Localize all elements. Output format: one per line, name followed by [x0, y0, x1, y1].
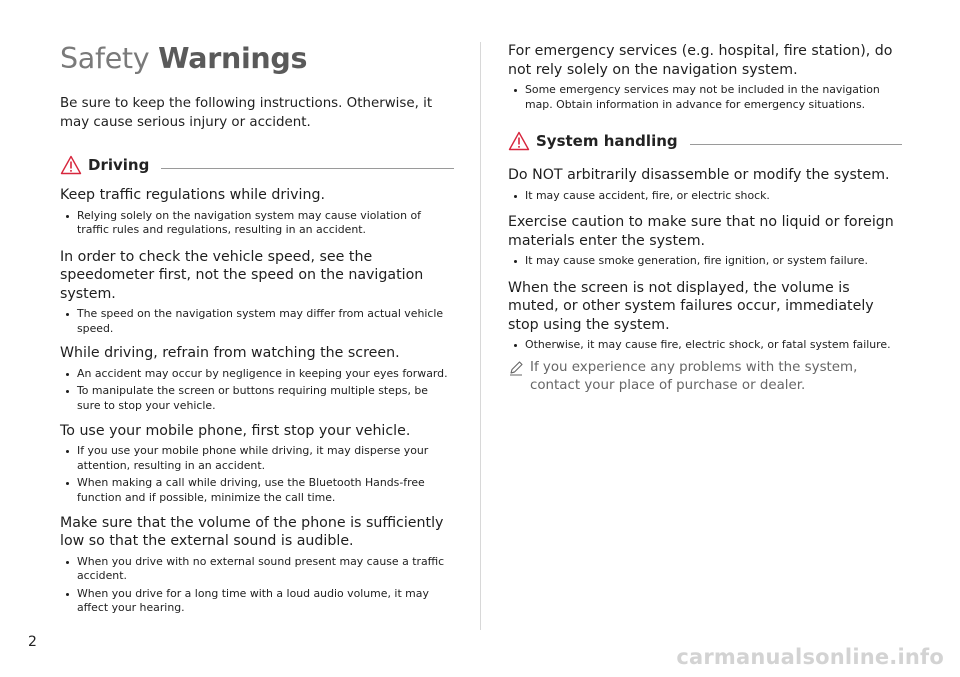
warning-item	[508, 213, 902, 269]
left-column	[60, 40, 454, 619]
bullet-item: If you use your mobile phone while driving, it may disperse your attention, resulting in an accident.	[60, 444, 454, 473]
page-number: 2	[28, 634, 37, 650]
section-rule	[690, 144, 902, 145]
bullet-list	[60, 555, 454, 616]
intro-text: Be sure to keep the following instructions. Otherwise, it may cause serious injury or accident.	[60, 96, 433, 130]
item-title: When the screen is not displayed, the volume is muted, or other system failures occur, immediately stop using the system.	[508, 279, 874, 333]
bullet-item: The speed on the navigation system may differ from actual vehicle speed.	[60, 307, 454, 336]
item-title: While driving, refrain from watching the screen.	[60, 345, 400, 362]
right-column	[508, 42, 902, 396]
warning-item	[508, 279, 902, 353]
pencil-note-icon	[508, 360, 524, 376]
title-bold: Warnings	[158, 42, 308, 75]
item-title: Keep traffic regulations while driving.	[60, 187, 325, 203]
section-header-system-handling	[508, 128, 902, 154]
section-rule	[161, 168, 454, 169]
warning-triangle-icon	[60, 155, 82, 175]
section-title: System handling	[536, 132, 678, 151]
item-title: For emergency services (e.g. hospital, fire station), do not rely solely on the navigation system.	[508, 43, 893, 78]
warning-item	[60, 514, 454, 616]
watermark: carmanualsonline.info	[676, 645, 944, 669]
bullet-item: To manipulate the screen or buttons requiring multiple steps, be sure to stop your vehicle.	[60, 384, 454, 413]
bullet-list	[60, 367, 454, 414]
bullet-list	[508, 254, 902, 269]
right-items	[508, 166, 902, 353]
bullet-list	[60, 444, 454, 505]
item-title: Do NOT arbitrarily disassemble or modify the system.	[508, 167, 890, 184]
warning-triangle-icon	[508, 131, 530, 151]
title-light: Safety	[60, 42, 150, 75]
item-title: Exercise caution to make sure that no liquid or foreign materials enter the system.	[508, 214, 894, 249]
bullet-item: An accident may occur by negligence in keeping your eyes forward.	[60, 367, 454, 382]
page-title	[60, 40, 454, 78]
warning-item	[60, 344, 454, 413]
column-divider	[480, 42, 481, 630]
warning-item	[60, 186, 454, 238]
bullet-list	[508, 83, 902, 112]
note	[508, 359, 902, 396]
bullet-item: When making a call while driving, use the Bluetooth Hands-free function and if possible, minimize the call time.	[60, 476, 454, 505]
bullet-item: Relying solely on the navigation system may cause violation of traffic rules and regulations, resulting in an accident.	[60, 209, 454, 238]
note-text: If you experience any problems with the system, contact your place of purchase or dealer.	[530, 359, 858, 394]
bullet-item: It may cause smoke generation, fire ignition, or system failure.	[508, 254, 902, 269]
warning-item	[60, 248, 454, 337]
bullet-list	[60, 209, 454, 238]
item-title: To use your mobile phone, first stop your vehicle.	[60, 422, 411, 439]
warning-item	[508, 166, 902, 203]
left-items	[60, 186, 454, 616]
warning-item	[508, 42, 902, 112]
warning-item	[60, 422, 454, 506]
item-title: In order to check the vehicle speed, see the speedometer first, not the speed on the navigation system.	[60, 248, 424, 302]
item-title: Make sure that the volume of the phone is sufficiently low so that the external sound is audible.	[60, 514, 444, 550]
bullet-item: Some emergency services may not be included in the navigation map. Obtain information in advance for emergency situations.	[508, 83, 902, 112]
section-title: Driving	[88, 156, 150, 174]
section-header-driving	[60, 152, 454, 178]
bullet-item: When you drive for a long time with a loud audio volume, it may affect your hearing.	[60, 587, 454, 616]
bullet-item: When you drive with no external sound present may cause a traffic accident.	[60, 555, 454, 584]
bullet-list	[60, 307, 454, 336]
bullet-list	[508, 189, 902, 204]
bullet-item: Otherwise, it may cause fire, electric shock, or fatal system failure.	[508, 338, 902, 353]
bullet-item: It may cause accident, fire, or electric shock.	[508, 189, 902, 204]
bullet-list	[508, 338, 902, 353]
